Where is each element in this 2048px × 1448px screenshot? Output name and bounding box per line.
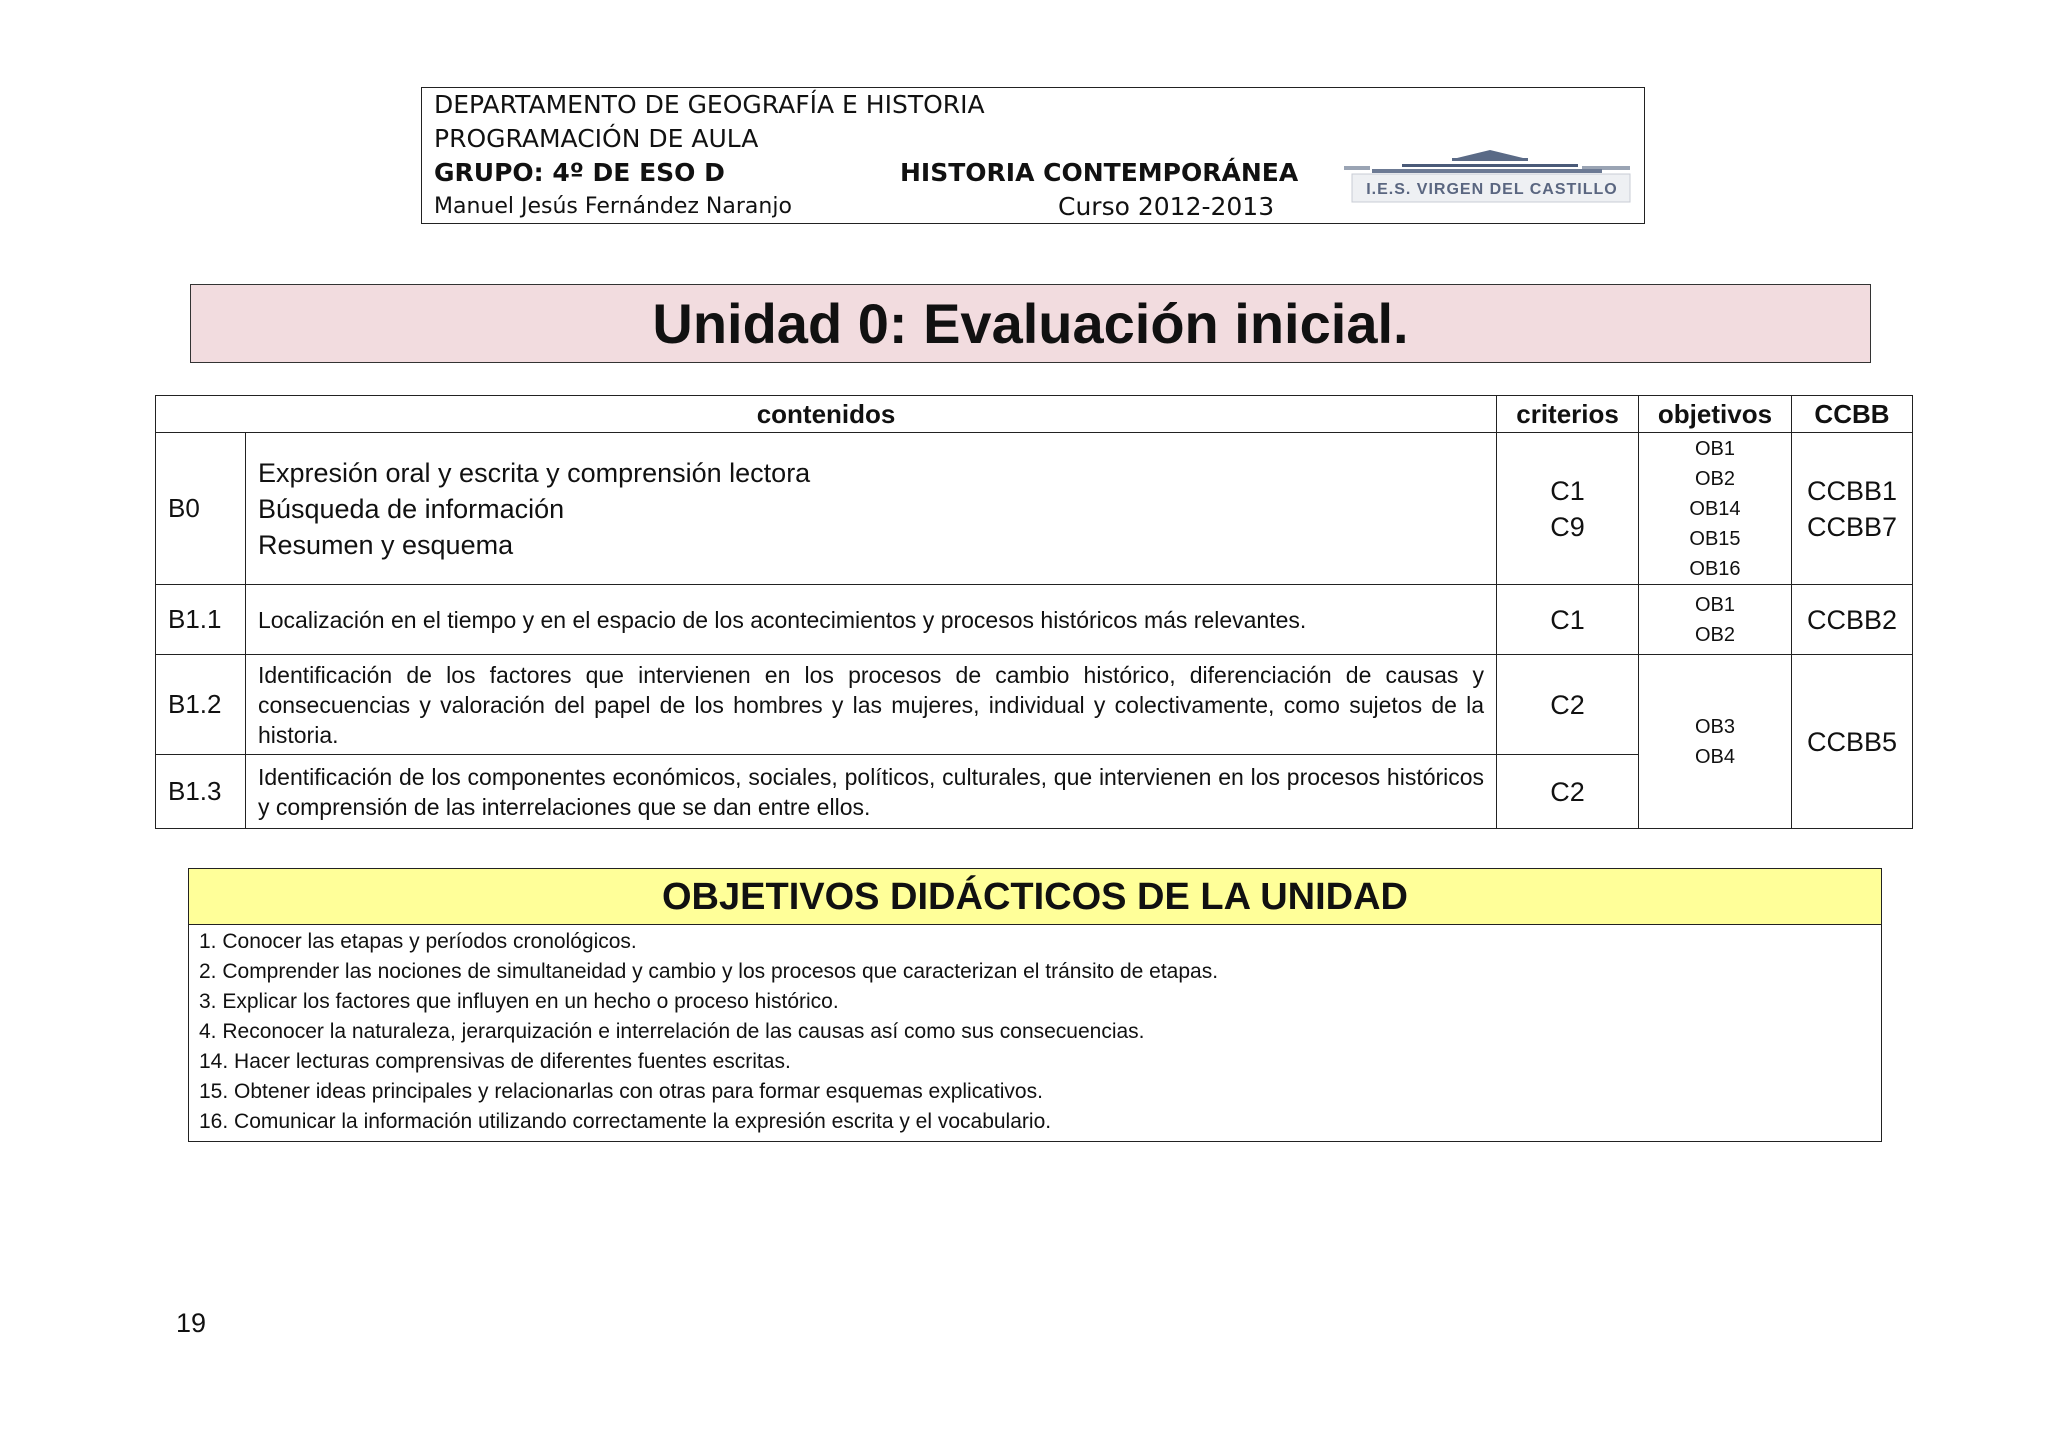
row-contents: Identificación de los factores que intervienen en los procesos de cambio histórico, diferenciación de causas y consecuencias y valoración del papel de los hombres y las mujeres, individual y colectivamente, como sujetos de la historia. [245,655,1496,755]
criterion: C9 [1550,511,1585,542]
list-item: 14. Hacer lecturas comprensivas de diferentes fuentes escritas. [199,1050,791,1073]
header-objectives: objetivos [1639,396,1792,433]
table-row [156,433,1913,585]
row-objectives [1639,655,1792,829]
row-contents: Identificación de los componentes económicos, sociales, políticos, culturales, que intervienen en los procesos históricos y comprensión de las interrelaciones que se dan entre ellos. [245,755,1496,829]
group-label: GRUPO: 4º DE ESO D [434,158,725,187]
row-ccbb: CCBB5 [1791,655,1912,829]
header-ccbb: CCBB [1791,396,1912,433]
department-name: DEPARTAMENTO DE GEOGRAFÍA E HISTORIA [434,90,985,119]
objective: OB2 [1694,623,1735,646]
row-criteria: C2 [1497,755,1639,829]
objective: OB15 [1689,527,1741,550]
content-line: Búsqueda de información [257,493,565,524]
row-objectives [1639,585,1792,655]
content-line: Expresión oral y escrita y comprensión lectora [257,457,811,488]
row-contents: Localización en el tiempo y en el espacio de los acontecimientos y procesos históricos más relevantes. [245,585,1496,655]
row-criteria [1497,433,1639,585]
list-item: 16. Comunicar la información utilizando correctamente la expresión escrita y el vocabulario. [199,1110,1052,1133]
list-item: 3. Explicar los factores que influyen en un hecho o proceso histórico. [199,990,839,1013]
header-contents: contenidos [156,396,1497,433]
row-code: B1.2 [156,655,246,755]
list-item: 4. Reconocer la naturaleza, jerarquización e interrelación de las causas así como sus consecuencias. [199,1020,1145,1043]
school-logo-text: I.E.S. VIRGEN DEL CASTILLO [1366,181,1618,198]
row-ccbb: CCBB2 [1791,585,1912,655]
list-item: 2. Comprender las nociones de simultaneidad y cambio y los procesos que caracterizan el tránsito de etapas. [199,960,1219,983]
school-logo [1342,148,1632,206]
row-code: B1.3 [156,755,246,829]
objectives-section [188,868,1882,1142]
row-criteria: C1 [1497,585,1639,655]
row-contents [245,433,1496,585]
header-criteria: criterios [1497,396,1639,433]
course-year: Curso 2012-2013 [1058,192,1275,221]
teacher-name: Manuel Jesús Fernández Naranjo [434,194,792,219]
content-line: Resumen y esquema [257,529,514,560]
unit-title: Unidad 0: Evaluación inicial. [190,284,1871,363]
program-name: PROGRAMACIÓN DE AULA [434,124,759,153]
list-item: 15. Obtener ideas principales y relacionarlas con otras para formar esquemas explicativos. [199,1080,1043,1103]
row-criteria: C2 [1497,655,1639,755]
row-code: B0 [156,433,246,585]
list-item: 1. Conocer las etapas y períodos cronológicos. [199,930,637,953]
competence: CCBB7 [1806,511,1897,542]
objective: OB4 [1694,745,1735,768]
row-ccbb [1791,433,1912,585]
objectives-list [189,925,1881,1137]
page-number: 19 [176,1308,207,1338]
table-row [156,585,1913,655]
objective: OB14 [1689,497,1741,520]
document-header [421,87,1645,224]
objective: OB3 [1694,715,1735,738]
objective: OB16 [1689,557,1741,580]
competence: CCBB1 [1806,475,1897,506]
objective: OB1 [1694,593,1735,616]
table-header-row [156,396,1913,433]
row-objectives [1639,433,1792,585]
objectives-title: OBJETIVOS DIDÁCTICOS DE LA UNIDAD [189,869,1881,925]
criterion: C1 [1550,475,1585,506]
objective: OB1 [1694,437,1735,460]
contents-table [155,395,1913,829]
table-row [156,655,1913,755]
objective: OB2 [1694,467,1735,490]
row-code: B1.1 [156,585,246,655]
subject-label: HISTORIA CONTEMPORÁNEA [900,158,1299,187]
